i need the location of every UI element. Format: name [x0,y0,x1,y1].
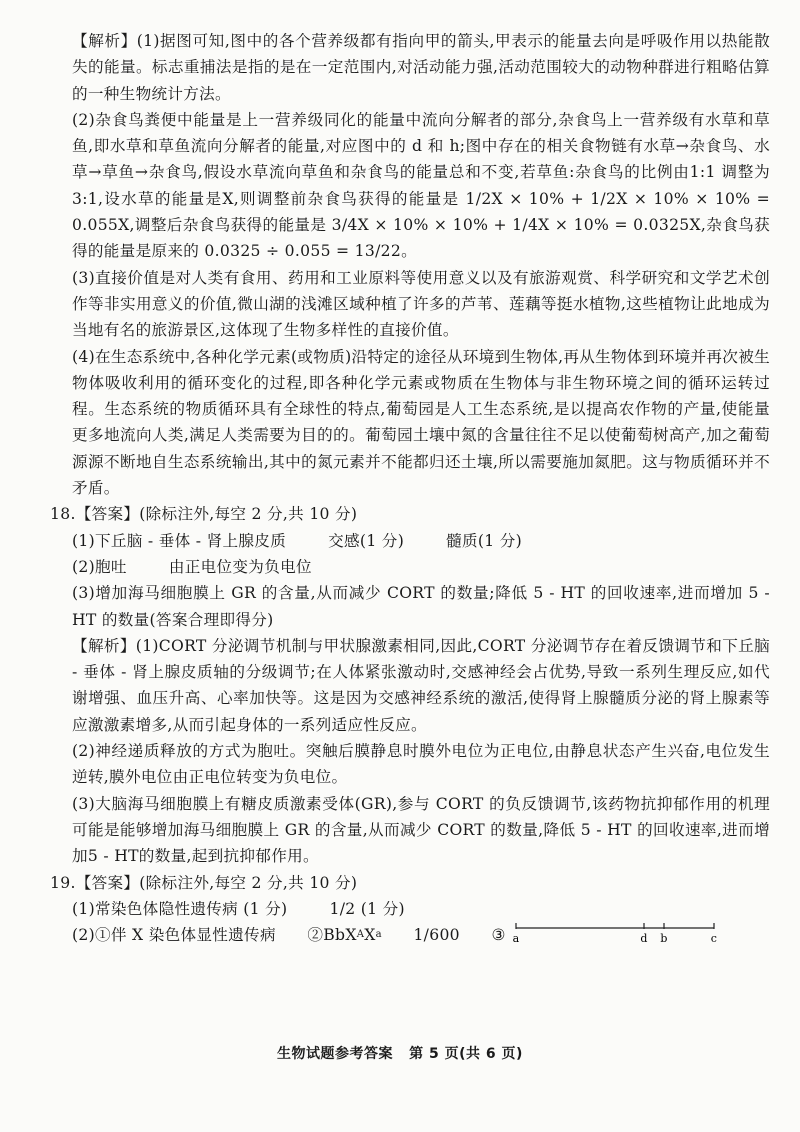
analysis-18-part1: 【解析】(1)CORT 分泌调节机制与甲状腺激素相同,因此,CORT 分泌调节存在着反馈调节和下丘脑 - 垂体 - 肾上腺皮质轴的分级调节;在人体紧张激动时,交感神经会占优势,导致一系列生理反应,如代谢增强、血压升高、心率加快等。这是因为交感神经系统的激活,使得肾上腺髓质分泌的肾上腺素等应激激素增多,从而引起身体的一系列适应性反应。 [72,636,770,734]
analysis-18-part2: (2)神经递质释放的方式为胞吐。突触后膜静息时膜外电位为正电位,由静息状态产生兴奋,电位发生逆转,膜外电位由正电位转变为负电位。 [72,742,770,787]
question-18-heading [38,501,770,527]
answer-19-1: (1)常染色体隐性遗传病 (1 分) 1/2 (1 分) [72,899,405,918]
answer-18-2: (2)胞吐 由正电位变为负电位 [72,557,312,576]
label-c: c [710,932,717,946]
analysis-18-part3: (3)大脑海马细胞膜上有糖皮质激素受体(GR),参与 CORT 的负反馈调节,该药物抗抑郁作用的机理可能是能够增加海马细胞膜上 GR 的含量,从而减少 CORT 的数量,降低 5 - HT 的回收速率,进而增加5 - HT的数量,起到抗抑郁作用。 [72,794,770,866]
label-b: b [660,932,668,946]
answer-18-3: (3)增加海马细胞膜上 GR 的含量,从而减少 CORT 的数量;降低 5 - HT 的回收速率,进而增加 5 - HT 的数量(答案合理即得分) [72,584,770,629]
analysis-17-part2: (2)杂食鸟粪便中能量是上一营养级同化的能量中流向分解者的部分,杂食鸟上一营养级有水草和草鱼,即水草和草鱼流向分解者的能量,对应图中的 d 和 h;图中存在的相关食物链有水草→杂食鸟、水草→草鱼→杂食鸟,假设水草流向草鱼和杂食鸟的能量总和不变,若草鱼:杂食鸟的比例由1:1 调整为3:1,设水草的能量是X,则调整前杂食鸟获得的能量是 1/2X × 10% + 1/2X × 10% × 10% = 0.055X,调整后杂食鸟获得的能量是 3/4X × 10% × 10% + 1/4X × 10% = 0.0325X,杂食鸟获得的能量是原来的 0.0325 ÷ 0.055 = 13/22。 [72,110,770,261]
label-d: d [640,932,648,946]
label-a: a [512,932,520,946]
question-19-heading-text: 19.【答案】(除标注外,每空 2 分,共 10 分) [50,873,358,892]
answer-19-2-fraction: 1/600 ③ [381,926,506,945]
analysis-17-part1: 【解析】(1)据图可知,图中的各个营养级都有指向甲的箭头,甲表示的能量去向是呼吸作用以热能散失的能量。标志重捕法是指的是在一定范围内,对活动能力强,活动范围较大的动物种群进行粗略估算的一种生物统计方法。 [72,32,770,103]
answer-19-2: (2)①伴 X 染色体显性遗传病 ②BbX A X a 1/600 ③ a d b c [38,922,770,948]
analysis-17-part4: (4)在生态系统中,各种化学元素(或物质)沿特定的途径从环境到生物体,再从生物体到环境并再次被生物体吸收利用的循环变化的过程,即各种化学元素或物质在生物体与非生物环境之间的循环运转过程。生态系统的物质循环具有全球性的特点,葡萄园是人工生态系统,是以提高农作物的产量,使能量更多地流向人类,满足人类需要为目的的。葡萄园土壤中氮的含量往往不足以使葡萄树高产,加之葡萄源源不断地自生态系统输出,其中的氮元素并不能都归还土壤,所以需要施加氮肥。这与物质循环并不矛盾。 [72,347,770,498]
gene-position-line-diagram [514,922,724,948]
analysis-17-part3: (3)直接价值是对人类有食用、药用和工业原料等使用意义以及有旅游观赏、科学研究和文学艺术创作等非实用意义的价值,微山湖的浅滩区域种植了许多的芦苇、莲藕等挺水植物,这些植物让此地成为当地有名的旅游景区,这体现了生物多样性的直接价值。 [72,268,770,340]
genotype-x: X [364,926,376,945]
question-18-heading-text: 18.【答案】(除标注外,每空 2 分,共 10 分) [50,505,358,524]
page-footer: 生物试题参考答案 第 5 页(共 6 页) [277,1046,523,1062]
answer-18-1: (1)下丘脑 - 垂体 - 肾上腺皮质 交感(1 分) 髓质(1 分) [72,531,523,550]
answer-19-2-text: (2)①伴 X 染色体显性遗传病 ②BbX [72,926,357,945]
question-19-heading [38,870,770,896]
